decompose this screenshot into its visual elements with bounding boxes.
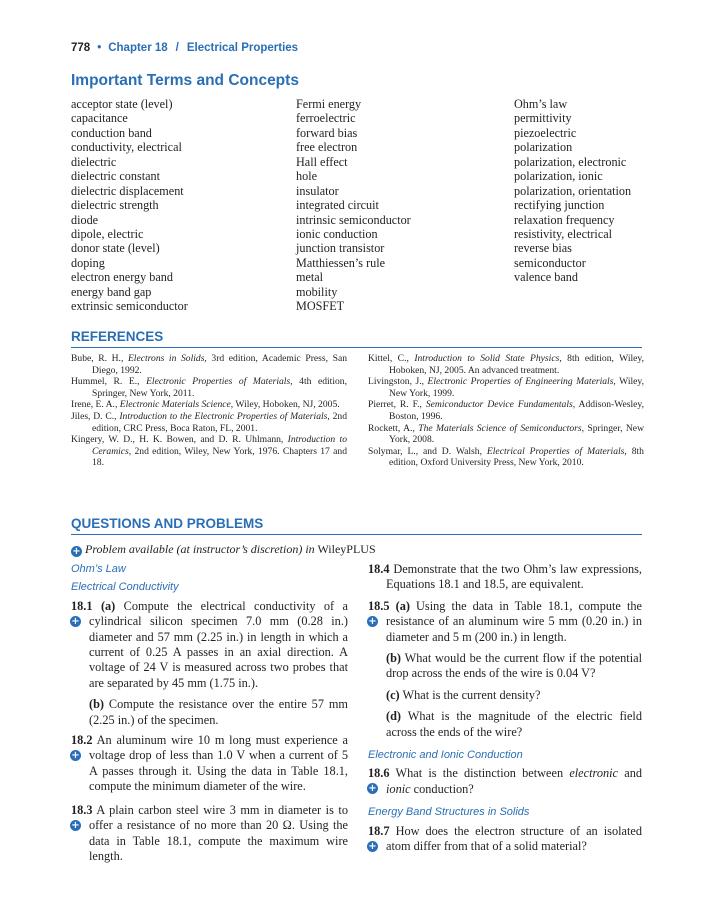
terms-column-1	[71, 97, 188, 314]
section-ohms-law: Ohm’s Law	[71, 563, 126, 575]
term-item: extrinsic semiconductor	[71, 299, 188, 314]
references-left-column	[71, 353, 347, 469]
wileyplus-brand: WileyPLUS	[314, 542, 376, 556]
question-number: 18.1	[71, 598, 93, 613]
question-text: conduction?	[410, 781, 474, 796]
reference-author: Hummel, R. E.,	[71, 376, 147, 388]
reference-details: Wiley, Hoboken, NJ, 2005.	[233, 399, 340, 411]
reference-entry	[368, 399, 644, 422]
question-number: 18.7	[368, 823, 390, 838]
term-item: polarization	[514, 140, 573, 155]
term-item: polarization, electronic	[514, 154, 627, 169]
term-item: relaxation frequency	[514, 212, 615, 227]
term-item: energy band gap	[71, 284, 152, 299]
terms-column-3	[514, 97, 631, 285]
reference-entry	[71, 399, 347, 411]
reference-author: Bube, R. H.,	[71, 353, 128, 364]
part-label: (b)	[89, 697, 105, 712]
question-18-5-c	[368, 688, 642, 703]
section-electronic-ionic-conduction: Electronic and Ionic Conduction	[368, 749, 523, 762]
question-18-5	[368, 599, 642, 645]
page-number: 778	[71, 42, 91, 54]
running-header	[71, 42, 298, 54]
term-item: capacitance	[71, 111, 128, 126]
term-item: Hall effect	[296, 154, 348, 169]
reference-author: Pierret, R. F.,	[368, 399, 426, 411]
questions-rule	[71, 534, 642, 535]
question-18-1	[71, 599, 348, 691]
part-text: Compute the resistance over the entire 57 mm (2.25 in.) of the specimen.	[89, 697, 348, 727]
reference-details: 3rd edition, Academic Press, San Diego, 1992.	[92, 353, 347, 376]
plus-icon: +	[71, 750, 80, 762]
wileyplus-note-text: Problem available (at instructor’s discretion) in	[85, 542, 315, 556]
term-item: resistivity, electrical	[514, 226, 613, 241]
reference-details: 8th edition, Wiley, Hoboken, NJ, 2005. An advanced treatment.	[389, 353, 644, 376]
reference-entry	[368, 423, 644, 446]
question-18-4	[368, 562, 642, 593]
question-text: An aluminum wire 10 m long must experience a voltage drop of less than 1.0 V when a current of 5 A passes through it. Using the data in Table 18.1, compute the minimum diameter of the wire.	[89, 733, 348, 794]
reference-entry	[368, 376, 644, 399]
term-item: Ohm’s law	[514, 97, 568, 111]
chapter-title: Electrical Properties	[186, 42, 299, 54]
term-item: diode	[71, 212, 99, 227]
reference-details: 2nd edition, Wiley, New York, 1976. Chapters 17 and 18.	[92, 445, 347, 469]
term-item: mobility	[296, 284, 338, 299]
terms-column-2	[296, 97, 411, 314]
question-number: 18.5	[368, 598, 390, 613]
part-text: What would be the current flow if the potential drop across the ends of the wire is 0.04 V?	[386, 651, 642, 681]
reference-title: Electrical Properties of Materials,	[486, 445, 627, 457]
term-item: MOSFET	[296, 299, 345, 314]
term-item: polarization, orientation	[514, 183, 632, 198]
question-18-5-d	[368, 709, 642, 740]
term-item: polarization, ionic	[514, 169, 603, 184]
wileyplus-note	[71, 542, 376, 557]
term-item: reverse bias	[514, 241, 572, 256]
reference-details: 2nd edition, CRC Press, Boca Raton, FL, 2001.	[92, 410, 347, 434]
term-item: conduction band	[71, 125, 152, 140]
term-item: permittivity	[514, 111, 572, 126]
reference-title: Electronic Materials Science,	[119, 399, 234, 411]
reference-title: Introduction to Ceramics,	[92, 434, 347, 457]
term-item: integrated circuit	[296, 198, 379, 213]
question-text: Demonstrate that the two Ohm’s law expressions, Equations 18.1 and 18.5, are equivalent.	[386, 562, 642, 592]
term-item: Fermi energy	[296, 97, 362, 111]
plus-icon: +	[368, 840, 377, 852]
question-text: and	[618, 766, 642, 781]
reference-title: Electronic Properties of Materials,	[146, 376, 293, 388]
reference-entry	[71, 434, 347, 469]
term-item: acceptor state (level)	[71, 97, 173, 111]
plus-icon: +	[71, 819, 80, 831]
questions-right-column	[368, 562, 642, 859]
reference-title: Electronic Properties of Engineering Materials,	[427, 376, 616, 388]
plus-icon: +	[71, 615, 80, 627]
header-separator: /	[175, 42, 179, 54]
reference-author: Solymar, L., and D. Walsh,	[368, 445, 487, 457]
part-text: What is the magnitude of the electric field across the ends of the wire?	[386, 709, 642, 739]
reference-author: Kittel, C.,	[368, 353, 415, 364]
reference-entry	[368, 353, 644, 376]
term-item: insulator	[296, 183, 339, 198]
term-item: semiconductor	[514, 255, 586, 270]
question-18-6	[368, 766, 642, 797]
term-item: junction transistor	[296, 241, 385, 256]
references-right-column	[368, 353, 644, 469]
reference-author: Kingery, W. D., H. K. Bowen, and D. R. Uhlmann,	[71, 434, 288, 446]
reference-details: 4th edition, Springer, New York, 2011.	[92, 376, 347, 399]
emphasis-text: electronic	[569, 766, 619, 781]
term-item: ferroelectric	[296, 111, 356, 126]
part-label: (b)	[386, 651, 402, 666]
reference-entry	[71, 411, 347, 434]
term-item: piezoelectric	[514, 125, 577, 140]
question-text: What is the distinction between	[389, 766, 570, 781]
chapter-label: Chapter 18	[108, 42, 168, 54]
term-item: conductivity, electrical	[71, 140, 182, 155]
term-item: doping	[71, 255, 105, 270]
term-item: intrinsic semiconductor	[296, 212, 411, 227]
reference-title: Introduction to the Electronic Properties of Materials,	[119, 410, 330, 422]
reference-details: Addison-Wesley, Boston, 1996.	[389, 399, 645, 422]
reference-details: Wiley, New York, 1999.	[389, 376, 644, 399]
question-number: 18.2	[71, 733, 93, 748]
term-item: valence band	[514, 270, 578, 285]
questions-heading: QUESTIONS AND PROBLEMS	[71, 516, 264, 531]
reference-entry	[71, 353, 347, 376]
term-item: Matthiessen’s rule	[296, 255, 386, 270]
question-text: Using the data in Table 18.1, compute the resistance of an aluminum wire 5 mm (0.20 in.) in diameter and 5 m (200 in.) in length.	[386, 598, 642, 644]
question-number: 18.6	[368, 766, 390, 781]
section-electrical-conductivity: Electrical Conductivity	[71, 581, 179, 594]
term-item: electron energy band	[71, 270, 173, 285]
reference-author: Rockett, A.,	[368, 422, 419, 434]
term-item: hole	[296, 169, 317, 184]
term-item: dielectric strength	[71, 198, 159, 213]
part-label: (a)	[395, 598, 410, 613]
question-18-7	[368, 824, 642, 855]
question-18-2	[71, 733, 348, 795]
term-item: metal	[296, 270, 324, 285]
reference-details: Springer, New York, 2008.	[389, 422, 644, 446]
question-text: Compute the electrical conductivity of a cylindrical silicon specimen 7.0 mm (0.28 in.) diameter and 57 mm (2.25 in.) in length in which a current of 0.25 A passes in an axial direction. A voltage of 24 V is measured across two probes that are separated by 45 mm (1.75 in.).	[89, 598, 349, 690]
question-number: 18.4	[368, 562, 390, 576]
reference-title: Semiconductor Device Fundamentals,	[425, 399, 576, 411]
reference-title: The Materials Science of Semiconductors,	[418, 422, 585, 434]
reference-title: Electrons in Solids,	[127, 353, 207, 364]
plus-icon: +	[72, 546, 81, 557]
term-item: forward bias	[296, 125, 358, 140]
term-item: donor state (level)	[71, 241, 160, 256]
question-18-3	[71, 803, 348, 865]
reference-entry	[71, 376, 347, 399]
term-item: ionic conduction	[296, 226, 378, 241]
reference-entry	[368, 446, 644, 469]
reference-author: Jiles, D. C.,	[71, 410, 120, 422]
question-text: How does the electron structure of an isolated atom differ from that of a solid material?	[386, 823, 642, 854]
part-label: (a)	[100, 598, 116, 613]
question-number: 18.3	[71, 802, 93, 817]
term-item: dielectric displacement	[71, 183, 184, 198]
reference-author: Livingston, J.,	[368, 376, 428, 388]
section-energy-band-structures: Energy Band Structures in Solids	[368, 806, 530, 819]
term-item: dielectric	[71, 154, 117, 169]
questions-left-column	[71, 562, 348, 868]
question-text: A plain carbon steel wire 3 mm in diameter is to offer a resistance of no more than 20 Ω. Using the data in Table 18.1, compute the maximum wire length.	[89, 802, 348, 863]
term-item: dipole, electric	[71, 226, 144, 241]
term-item: free electron	[296, 140, 358, 155]
plus-icon: +	[368, 615, 377, 627]
question-18-5-b	[368, 651, 642, 682]
references-heading: REFERENCES	[71, 329, 164, 344]
reference-author: Irene, E. A.,	[71, 399, 120, 411]
emphasis-text: ionic	[386, 781, 411, 796]
reference-details: 8th edition, Oxford University Press, New York, 2010.	[389, 445, 644, 469]
plus-icon: +	[368, 783, 377, 795]
header-bullet: •	[97, 42, 102, 54]
term-item: rectifying junction	[514, 198, 605, 213]
references-rule	[71, 347, 642, 348]
part-text: What is the current density?	[399, 687, 541, 702]
part-label: (d)	[386, 709, 402, 724]
terms-heading: Important Terms and Concepts	[71, 72, 299, 89]
term-item: dielectric constant	[71, 169, 160, 184]
question-18-1-b	[71, 697, 348, 728]
reference-title: Introduction to Solid State Physics,	[414, 353, 562, 364]
part-label: (c)	[386, 687, 400, 702]
